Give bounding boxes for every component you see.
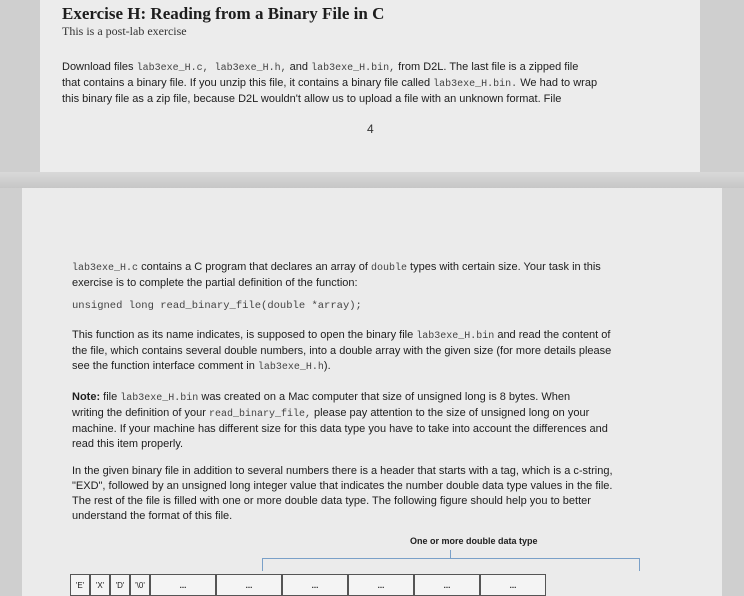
page-bottom <box>22 188 722 596</box>
text: understand the format of this file. <box>72 510 233 522</box>
data-cell: ... <box>282 574 348 596</box>
data-cell: ... <box>414 574 480 596</box>
brace-tick <box>450 550 451 558</box>
text: read this item properly. <box>72 438 184 450</box>
data-cell: ... <box>150 574 216 596</box>
text: This function as its name indicates, is supposed to open the binary file <box>72 329 417 341</box>
intro-paragraph <box>72 260 601 291</box>
code-text: read_binary_file, <box>208 409 311 420</box>
note-paragraph <box>72 390 608 452</box>
text: "EXD", followed by an unsigned long integer value that indicates the number double data type values in the file. <box>72 480 613 492</box>
text: The rest of the file is filled with one or more double data type. The following figure should help you to better <box>72 495 591 507</box>
code-text: lab3exe_H.c <box>72 263 139 274</box>
tag-cell: 'X' <box>90 574 110 596</box>
tag-cell: 'D' <box>110 574 130 596</box>
data-cell: ... <box>216 574 282 596</box>
code-text: lab3exe_H.bin <box>120 393 199 404</box>
text: file <box>100 391 121 403</box>
text: and <box>286 61 312 73</box>
text: this binary file as a zip file, because D2L wouldn't allow us to upload a file with an unknown format. File <box>62 93 562 105</box>
code-text: lab3exe_H.h <box>257 362 324 373</box>
brace-bracket <box>262 558 640 571</box>
binary-file-figure <box>70 574 546 596</box>
page-gap <box>0 172 744 188</box>
text: Download files <box>62 61 137 73</box>
text: contains a C program that declares an array of <box>138 261 371 273</box>
format-paragraph <box>72 464 613 524</box>
text: In the given binary file in addition to several numbers there is a header that starts with a tag, which is a c-string, <box>72 465 613 477</box>
code-text: lab3exe_H.c, lab3exe_H.h, <box>136 63 287 74</box>
text: was created on a Mac computer that size of unsigned long is 8 bytes. When <box>198 391 571 403</box>
data-cell: ... <box>480 574 546 596</box>
code-text: double <box>370 263 407 274</box>
text: ). <box>323 360 331 372</box>
text: We had to wrap <box>517 77 598 89</box>
tag-cell: 'E' <box>70 574 90 596</box>
page-top <box>40 0 700 172</box>
data-cell: ... <box>348 574 414 596</box>
text: that contains a binary file. If you unzip this file, it contains a binary file called <box>62 77 434 89</box>
text: exercise is to complete the partial definition of the function: <box>72 277 358 289</box>
tag-cell: '\0' <box>130 574 150 596</box>
code-text: lab3exe_H.bin, <box>311 63 396 74</box>
text: machine. If your machine has different size for this data type you have to take into account the differences and <box>72 423 608 435</box>
text: see the function interface comment in <box>72 360 258 372</box>
text: please pay attention to the size of unsigned long on your <box>311 407 590 419</box>
function-signature: unsigned long read_binary_file(double *array); <box>72 300 362 312</box>
text: types with certain size. Your task in this <box>406 261 601 273</box>
text: from D2L. The last file is a zipped file <box>395 61 579 73</box>
text: and read the content of <box>494 329 611 341</box>
function-paragraph <box>72 328 611 375</box>
code-text: lab3exe_H.bin. <box>433 79 518 90</box>
note-label: Note: <box>72 391 101 403</box>
code-text: lab3exe_H.bin <box>416 331 495 342</box>
download-paragraph <box>62 60 597 107</box>
figure-caption: One or more double data type <box>410 536 538 546</box>
exercise-subtitle: This is a post-lab exercise <box>62 24 187 38</box>
exercise-title: Exercise H: Reading from a Binary File in C <box>62 4 385 23</box>
page-number: 4 <box>367 122 374 136</box>
text: writing the definition of your <box>72 407 209 419</box>
text: the file, which contains several double numbers, into a double array with the given size (for more details please <box>72 345 612 357</box>
